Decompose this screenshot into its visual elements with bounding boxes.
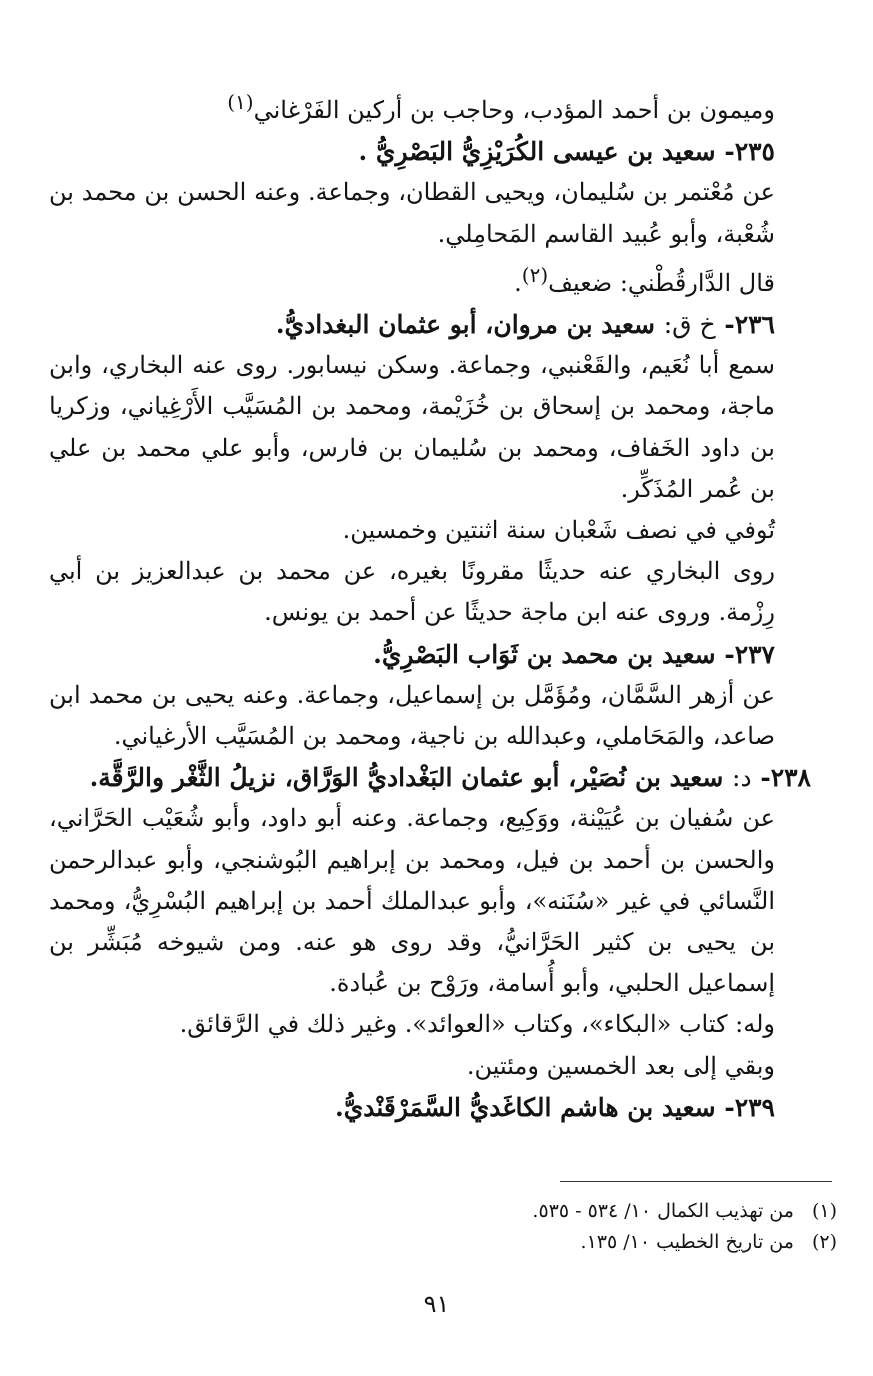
entry-number: ٢٣٧ [734,639,775,669]
entry-number: ٢٣٩ [734,1092,775,1122]
footnote-marker: (١) [227,90,254,114]
footnote-marker: (٢) [521,262,549,287]
page-number: ٩١ [423,1290,450,1318]
entry-name: سعيد بن نُصَيْر، أبو عثمان البَغْداديُّ الوَرَّاق، نزيلُ الثَّغْر والرَّقَّة. [89,763,724,793]
paragraph: عن سُفيان بن عُيَيْنة، ووَكِيع، وجماعة. وعنه أبو داود، وأبو شُعَيْب الحَرَّاني، والحسن بن أحمد بن فيل، ومحمد بن إبراهيم البُوشنجي، وأبو عبدالرحمن النَّسائي في غير «سُنَنه»، وأبو عبدالملك أحمد بن إبراهيم البُسْرِيُّ، ومحمد بن يحيى بن كثير الحَرَّانيُّ، وقد روى هو عنه. ومن شيوخه مُبَشِّر بن إسماعيل الحلبي، وأبو أُسامة، ورَوْح بن عُبادة. [49,804,775,998]
line-text: وميمون بن أحمد المؤدب، وحاجب بن أركين الفَرْغاني [253,96,775,124]
entry-heading-239: ٢٣٩- سعيد بن هاشم الكاغَديُّ السَّمَرْقَنْديُّ. [334,1092,775,1122]
entry-number: ٢٣٨ [770,763,811,793]
paragraph: عن أزهر السَّمَّان، ومُؤَمَّل بن إسماعيل، وجماعة. وعنه يحيى بن محمد ابن صاعد، والمَحَاملي، وعبدالله بن ناجية، ومحمد بن المُسَيَّب الأرغياني. [49,680,775,751]
footnote-item [137,1196,837,1227]
footnote-text: من تاريخ الخطيب ١٠/ ١٣٥. [580,1231,794,1253]
line-tail: . [514,268,522,297]
entry-heading-235: ٢٣٥- سعيد بن عيسى الكُرَيْزِيُّ البَصْرِيُّ . [358,137,775,167]
text-line: وبقي إلى بعد الخمسين ومئتين. [466,1051,775,1080]
paragraph: عن مُعْتمر بن سُليمان، ويحيى القطان، وجماعة. وعنه الحسن بن محمد بن شُعْبة، وأبو عُبيد القاسم المَحامِلي. [49,178,775,248]
entry-name: سعيد بن عيسى الكُرَيْزِيُّ البَصْرِيُّ . [358,137,716,167]
text-line: تُوفي في نصف شَعْبان سنة اثنتين وخمسين. [342,516,775,545]
text-line: وله: كتاب «البكاء»، وكتاب «العوائد». وغير ذلك في الرَّقائق. [179,1010,775,1039]
footnote-text: من تهذيب الكمال ١٠/ ٥٣٤ - ٥٣٥. [532,1200,794,1222]
footnote-item [137,1227,837,1258]
line-text: قال الدَّارقُطْني: ضعيف [548,268,775,297]
entry-heading-237: ٢٣٧- سعيد بن محمد بن ثَوَاب البَصْرِيُّ. [373,639,775,669]
paragraph: روى البخاري عنه حديثًا مقرونًا بغيره، عن محمد بن عبدالعزيز بن أبي رِزْمة. وروى عنه ابن ماجة حديثًا عن أحمد بن يونس. [49,557,775,627]
paragraph: سمع أبا نُعَيم، والقَعْنبي، وجماعة. وسكن نيسابور. روى عنه البخاري، وابن ماجة، ومحمد بن إسحاق بن خُزَيْمة، ومحمد بن المُسَيَّب الأَرْغِياني، وزكريا بن داود الخَفاف، ومحمد بن سُليمان بن فارس، وأبو علي محمد بن علي بن عُمر المُذَكِّر. [49,351,775,503]
main-text [49,82,811,1128]
entry-name: سعيد بن محمد بن ثَوَاب البَصْرِيُّ. [373,639,716,669]
entry-number: ٢٣٦ [734,310,775,340]
footnote-number: (٢) [811,1231,837,1253]
text-line [49,255,811,304]
footnotes [137,1196,837,1258]
entry-heading-238: ٢٣٨- د: سعيد بن نُصَيْر، أبو عثمان البَغْداديُّ الوَرَّاق، نزيلُ الثَّغْر والرَّقَّة. [89,763,811,793]
entry-name: سعيد بن مروان، أبو عثمان البغداديُّ. [275,310,655,340]
entry-source-code: د: [732,763,752,793]
entry-heading-236: ٢٣٦- خ ق: سعيد بن مروان، أبو عثمان البغداديُّ. [275,310,775,340]
entry-source-code: خ ق: [663,310,716,340]
footnote-number: (١) [811,1200,837,1222]
entry-number: ٢٣٥ [734,137,775,167]
entry-name: سعيد بن هاشم الكاغَديُّ السَّمَرْقَنْديُّ. [334,1092,716,1122]
footnote-divider [560,1181,832,1182]
text-line [49,82,811,131]
